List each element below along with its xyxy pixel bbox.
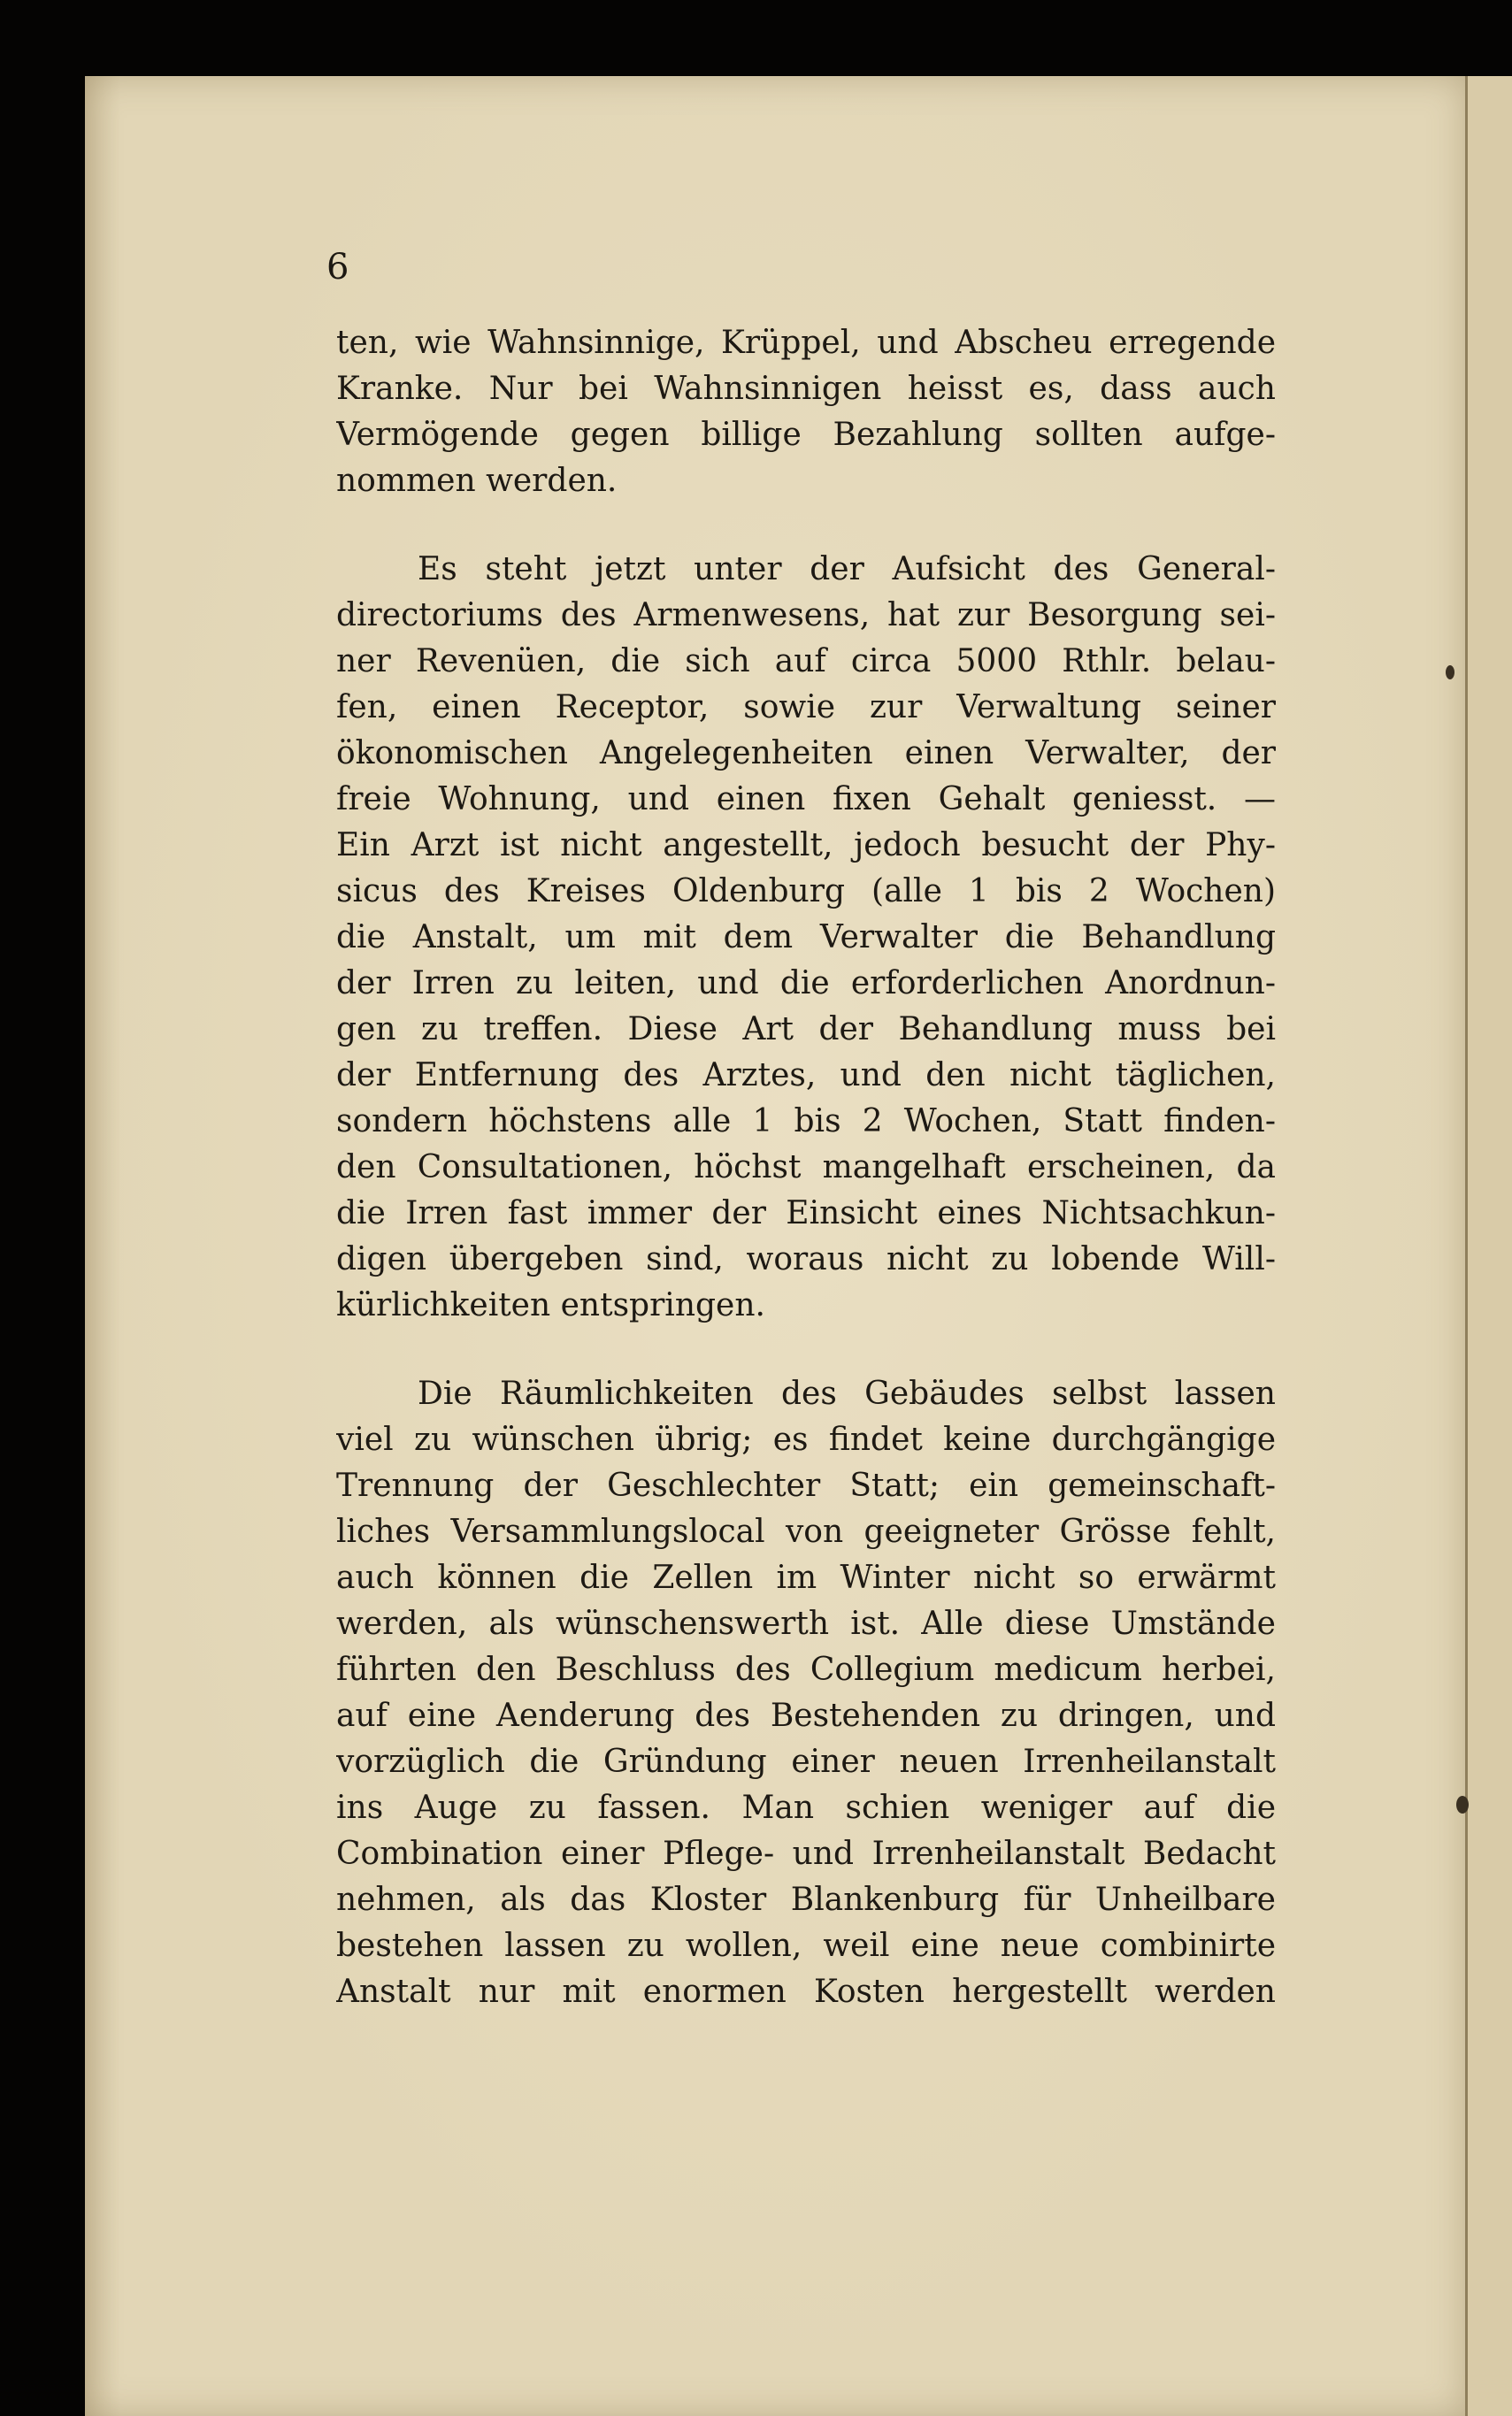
- text-line: Es steht jetzt unter der Aufsicht des General-: [418, 551, 1276, 587]
- text-line: Trennung der Geschlechter Statt; ein gemeinschaft-: [336, 1468, 1276, 1504]
- text-line: der Entfernung des Arztes, und den nicht täglichen,: [336, 1057, 1276, 1093]
- text-line: digen übergeben sind, woraus nicht zu lobende Will-: [336, 1241, 1276, 1277]
- text-line: freie Wohnung, und einen fixen Gehalt geniesst. —: [336, 781, 1276, 817]
- text-line: ten, wie Wahnsinnige, Krüppel, und Abscheu erregende: [336, 325, 1276, 361]
- text-line: die Irren fast immer der Einsicht eines Nichtsachkun-: [336, 1195, 1276, 1231]
- text-line: sicus des Kreises Oldenburg (alle 1 bis 2 Wochen): [336, 873, 1276, 909]
- text-line: directoriums des Armenwesens, hat zur Besorgung sei-: [336, 597, 1276, 633]
- text-line: viel zu wünschen übrig; es findet keine durchgängige: [336, 1422, 1276, 1458]
- text-line: gen zu treffen. Diese Art der Behandlung muss bei: [336, 1011, 1276, 1047]
- facing-page-edge: [1465, 76, 1512, 2416]
- text-line: vorzüglich die Gründung einer neuen Irrenheilanstalt: [336, 1744, 1276, 1780]
- paragraph-3: [336, 1371, 1276, 2015]
- paragraph-2: [336, 547, 1276, 1329]
- text-line: liches Versammlungslocal von geeigneter Grösse fehlt,: [336, 1514, 1276, 1550]
- text-line: führten den Beschluss des Collegium medicum herbei,: [336, 1652, 1276, 1688]
- body-text: [336, 320, 1276, 2015]
- text-line: fen, einen Receptor, sowie zur Verwaltung seiner: [336, 689, 1276, 725]
- text-line: sondern höchstens alle 1 bis 2 Wochen, Statt finden-: [336, 1103, 1276, 1139]
- text-line: Kranke. Nur bei Wahnsinnigen heisst es, dass auch: [336, 371, 1276, 407]
- ink-speck: [1446, 665, 1454, 679]
- text-line: werden, als wünschenswerth ist. Alle diese Umstände: [336, 1606, 1276, 1642]
- ink-speck: [1456, 1796, 1469, 1814]
- text-line: die Anstalt, um mit dem Verwalter die Behandlung: [336, 919, 1276, 955]
- text-line: ökonomischen Angelegenheiten einen Verwalter, der: [336, 735, 1276, 771]
- page-number: 6: [326, 247, 349, 288]
- text-line: Anstalt nur mit enormen Kosten hergestellt werden: [336, 1974, 1276, 2010]
- text-line: nehmen, als das Kloster Blankenburg für Unheilbare: [336, 1882, 1276, 1918]
- text-line: kürlichkeiten entspringen.: [336, 1287, 765, 1323]
- text-line: Vermögende gegen billige Bezahlung sollten aufge-: [336, 417, 1276, 453]
- text-line: Ein Arzt ist nicht angestellt, jedoch besucht der Phy-: [336, 827, 1276, 863]
- text-line: Die Räumlichkeiten des Gebäudes selbst lassen: [418, 1376, 1276, 1412]
- text-line: ins Auge zu fassen. Man schien weniger auf die: [336, 1790, 1276, 1826]
- text-line: den Consultationen, höchst mangelhaft erscheinen, da: [336, 1149, 1276, 1185]
- text-line: der Irren zu leiten, und die erforderlichen Anordnun-: [336, 965, 1276, 1001]
- text-line: ner Revenüen, die sich auf circa 5000 Rthlr. belau-: [336, 643, 1276, 679]
- text-line: nommen werden.: [336, 463, 618, 499]
- text-line: bestehen lassen zu wollen, weil eine neue combinirte: [336, 1928, 1276, 1964]
- text-line: Combination einer Pflege- und Irrenheilanstalt Bedacht: [336, 1836, 1276, 1872]
- paragraph-1: [336, 320, 1276, 504]
- text-line: auf eine Aenderung des Bestehenden zu dringen, und: [336, 1698, 1276, 1734]
- text-line: auch können die Zellen im Winter nicht so erwärmt: [336, 1560, 1276, 1596]
